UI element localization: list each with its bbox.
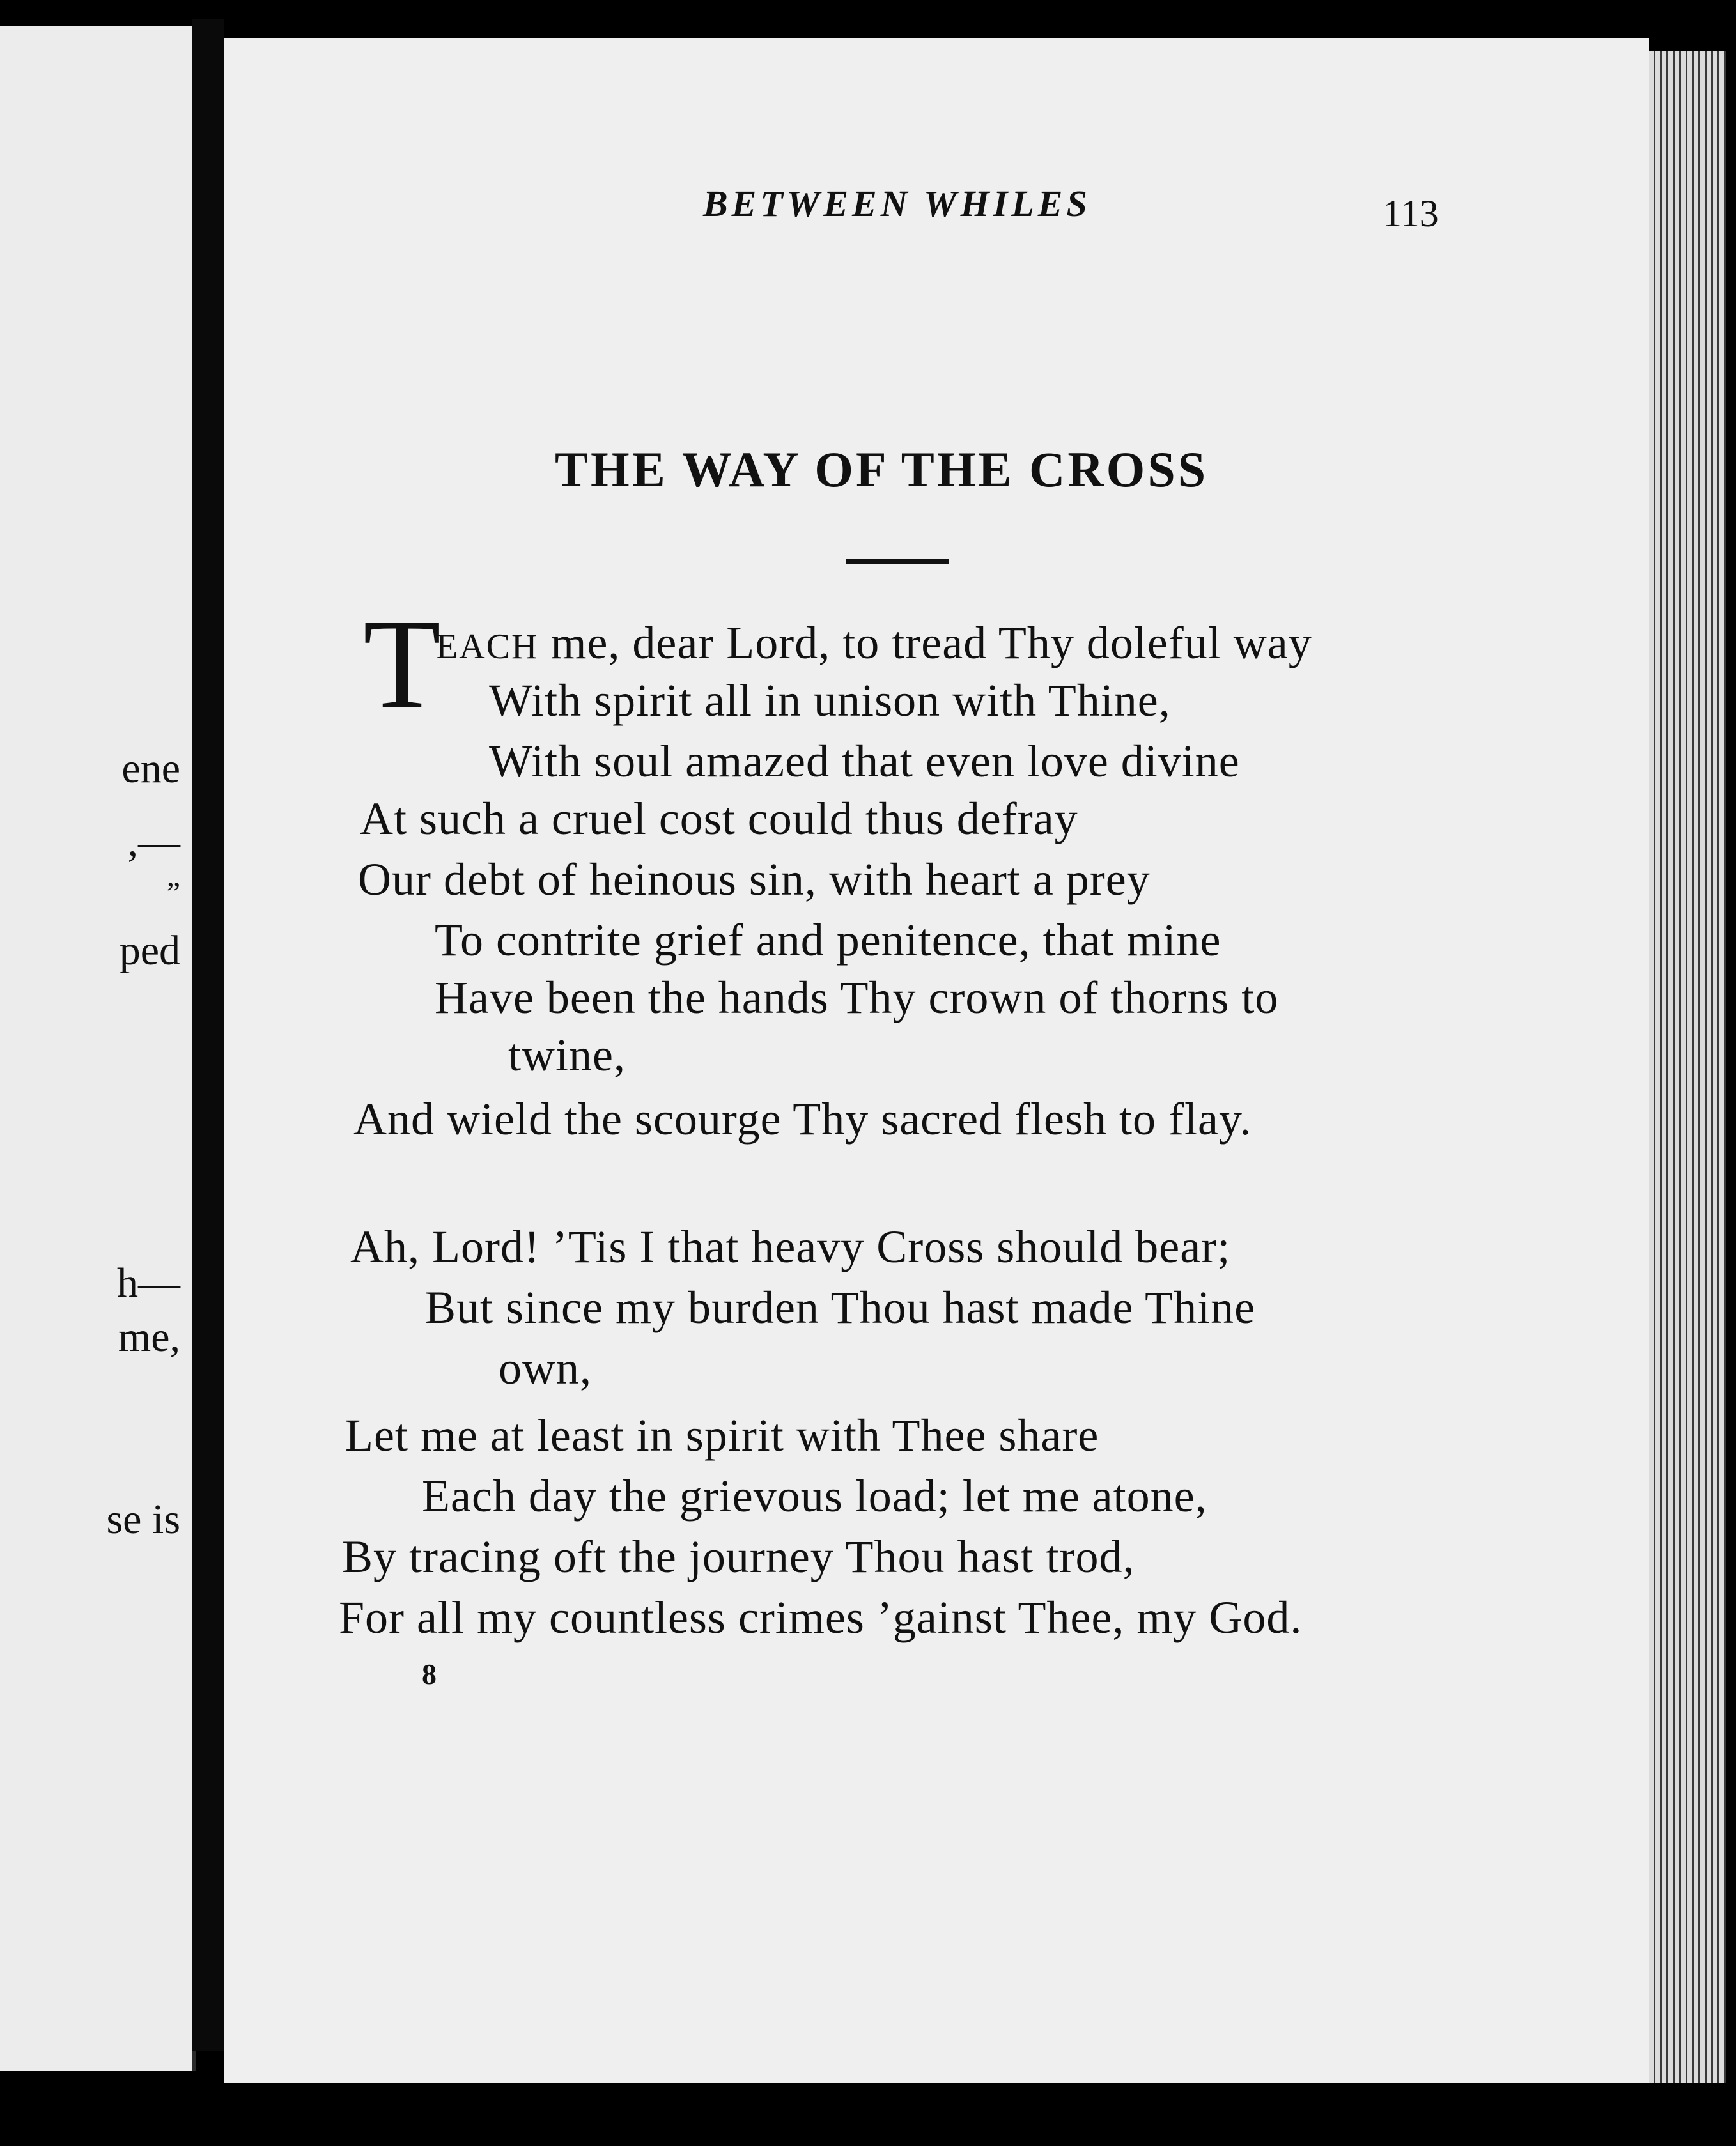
poem-line: Each day the grievous load; let me atone, bbox=[422, 1471, 1207, 1522]
poem-line: With soul amazed that even love divine bbox=[489, 736, 1240, 787]
left-page-fragment: h— bbox=[117, 1260, 180, 1306]
poem-line: twine, bbox=[508, 1030, 626, 1081]
poem-line: At such a cruel cost could thus defray bbox=[360, 793, 1078, 844]
poem-line: With spirit all in unison with Thine, bbox=[489, 675, 1171, 726]
first-word-smallcaps: EACH bbox=[436, 627, 539, 667]
poem-title: THE WAY OF THE CROSS bbox=[555, 442, 1209, 497]
poem-line: To contrite grief and penitence, that mine bbox=[435, 915, 1221, 966]
poem-line: By tracing oft the journey Thou hast trod, bbox=[342, 1531, 1135, 1582]
poem-line: For all my countless crimes ’gainst Thee, my God. bbox=[339, 1592, 1303, 1643]
left-page-fragment: ped bbox=[119, 927, 180, 974]
poem-line bbox=[436, 617, 1312, 670]
left-page-fragment: ” bbox=[166, 876, 180, 910]
poem-line: own, bbox=[499, 1343, 592, 1394]
left-page-fragment: me, bbox=[118, 1314, 180, 1361]
poem-line: And wield the scourge Thy sacred flesh to flay. bbox=[353, 1093, 1252, 1145]
page-number: 113 bbox=[1383, 192, 1439, 235]
poem-line: But since my burden Thou hast made Thine bbox=[425, 1282, 1256, 1333]
poem-line: Ah, Lord! ’Tis I that heavy Cross should bear; bbox=[350, 1221, 1231, 1272]
running-head: BETWEEN WHILES bbox=[703, 183, 1091, 224]
left-page-fragment: ,— bbox=[127, 819, 180, 865]
left-page-fragment: ene bbox=[121, 745, 180, 792]
left-page-fragment: se is bbox=[106, 1496, 180, 1543]
first-line-text: me, dear Lord, to tread Thy doleful way bbox=[538, 617, 1312, 668]
poem-line: Let me at least in spirit with Thee share bbox=[345, 1410, 1099, 1461]
poem-line: Have been the hands Thy crown of thorns to bbox=[435, 972, 1279, 1023]
signature-mark: 8 bbox=[422, 1658, 437, 1690]
drop-cap: T bbox=[363, 594, 442, 735]
poem-line: Our debt of heinous sin, with heart a prey bbox=[358, 854, 1151, 905]
